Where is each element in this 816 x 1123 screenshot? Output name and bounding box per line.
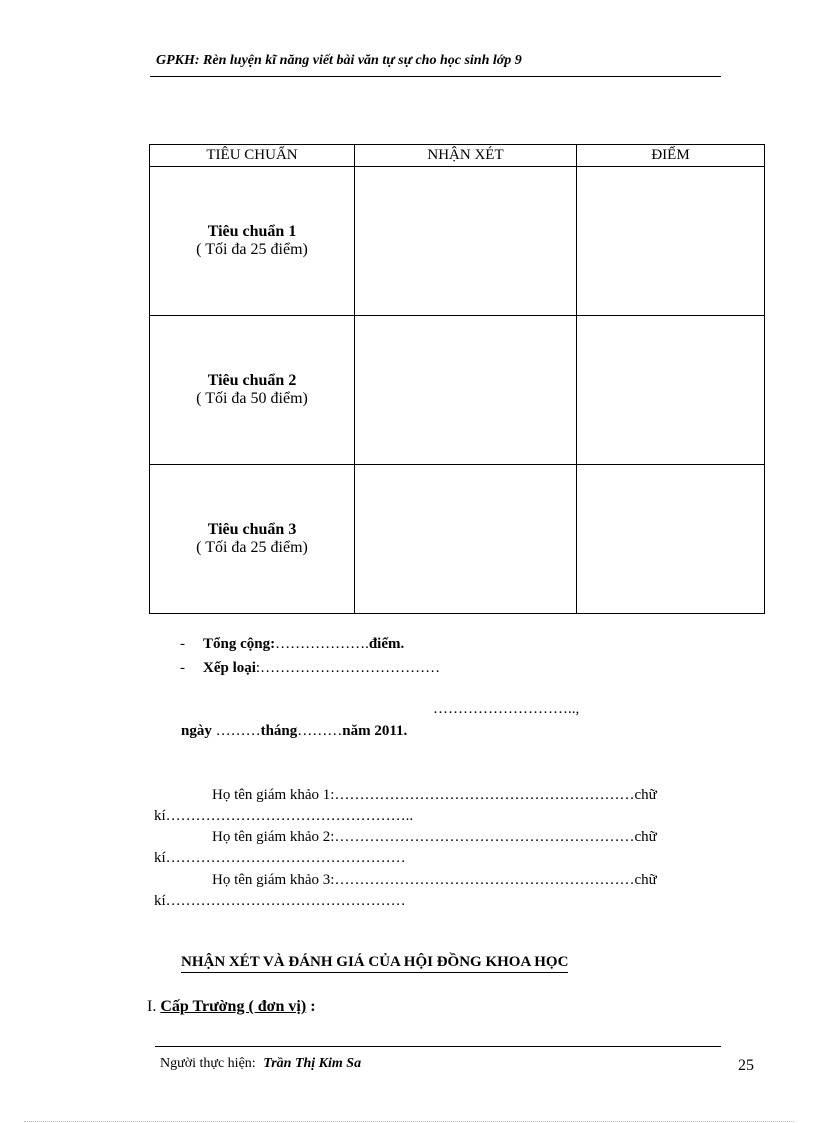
author-name: Trần Thị Kim Sa [263,1056,362,1071]
page-header-title: GPKH: Rèn luyện kĩ năng viết bài văn tự sự cho học sinh lớp 9 [156,53,522,68]
level-suffix: : [306,998,316,1015]
day-dots: ……… [215,723,261,739]
judge-sign: chữ [634,829,657,845]
level-label: Cấp Trường ( đơn vị) [160,998,307,1015]
judge-dots: …………………………………………………… [334,829,635,845]
place-dots: ……………………….., [433,701,580,717]
author-label: Người thực hiện: [160,1056,256,1071]
criteria-name: Tiêu chuẩn 1 [207,223,297,240]
criteria-name: Tiêu chuẩn 2 [207,372,297,389]
table-row [150,167,765,316]
page-number: 25 [738,1057,754,1074]
criteria-name: Tiêu chuẩn 3 [207,521,297,538]
column-header-criteria: TIÊU CHUẨN [150,145,355,167]
column-header-comments: NHẬN XÉT [355,145,577,167]
date-line [181,723,407,740]
total-unit: điểm. [368,636,405,652]
comment-cell [355,465,577,614]
judge-2-line [212,829,657,846]
council-section-title: NHẬN XÉT VÀ ĐÁNH GIÁ CỦA HỘI ĐỒNG KHOA HỌC [181,954,568,973]
school-level-line [147,998,316,1016]
score-cell [577,316,765,465]
judge-label: Họ tên giám khảo 1: [212,787,335,803]
judge-3-line [212,872,657,889]
rank-label: Xếp loại [203,660,256,676]
month-label: tháng [260,723,298,739]
judge-1-line [212,787,657,804]
judge-sign: chữ [634,872,657,888]
year-text: năm 2011. [342,723,408,739]
header-rule [150,76,721,77]
judge-sign: chữ [634,787,657,803]
table-header-row [150,145,765,167]
judge-3-signature: kí………………………………………… [154,893,406,909]
month-dots: ……… [297,723,343,739]
total-line [180,636,404,653]
criteria-max: ( Tối đa 50 điểm) [196,390,308,407]
criteria-cell [150,167,355,316]
comment-cell [355,316,577,465]
total-label: Tổng cộng: [203,636,276,652]
day-label: ngày [181,723,212,739]
bullet-dash: - [180,660,185,676]
column-header-score: ĐIỂM [577,145,765,167]
table-row [150,316,765,465]
level-prefix: I. [147,998,157,1015]
judge-dots: …………………………………………………… [334,787,635,803]
comment-cell [355,167,577,316]
judge-1-signature: kí………………………………………….. [154,808,414,824]
judge-label: Họ tên giám khảo 2: [212,829,335,845]
judge-label: Họ tên giám khảo 3: [212,872,335,888]
score-cell [577,167,765,316]
page-footer [160,1056,361,1072]
judge-2-signature: kí………………………………………… [154,850,406,866]
judge-dots: …………………………………………………… [334,872,635,888]
rank-line [180,660,440,677]
rank-dots: :……………………………… [255,660,441,676]
total-dots: ………………. [275,636,369,652]
table-row [150,465,765,614]
evaluation-table [149,144,765,614]
footer-rule [155,1046,721,1047]
page-bottom-edge [24,1121,794,1122]
criteria-cell [150,316,355,465]
criteria-max: ( Tối đa 25 điểm) [196,539,308,556]
criteria-max: ( Tối đa 25 điểm) [196,241,308,258]
criteria-cell [150,465,355,614]
score-cell [577,465,765,614]
bullet-dash: - [180,636,185,652]
